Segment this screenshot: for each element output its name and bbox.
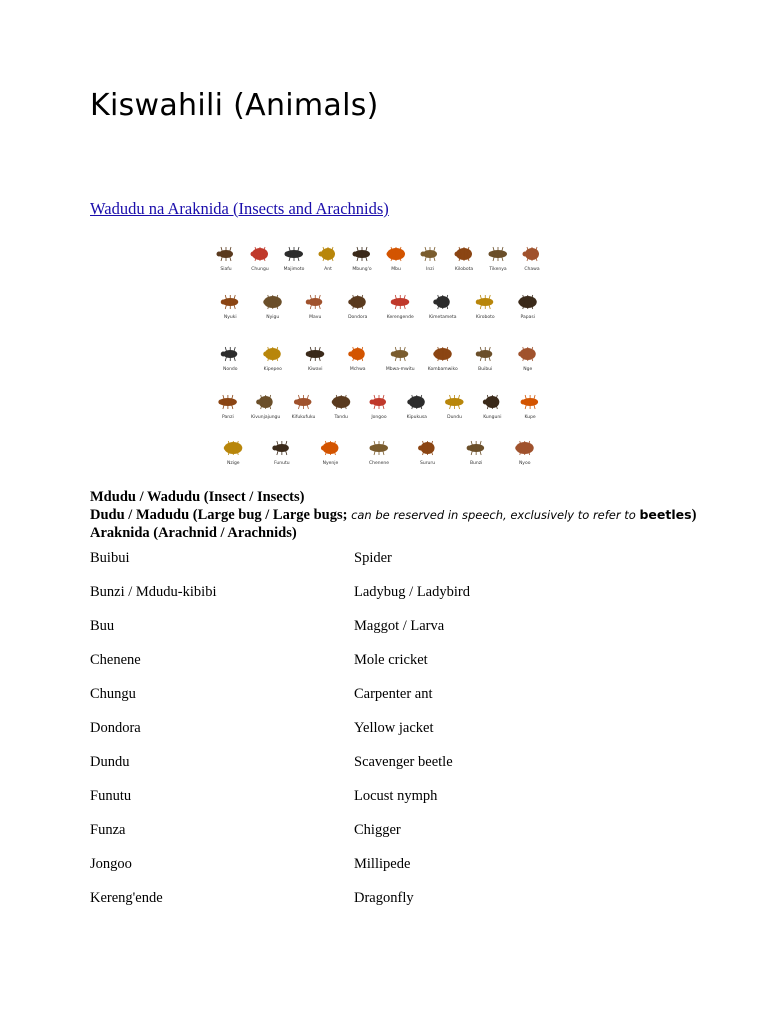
insect-thumbnail bbox=[224, 441, 242, 466]
insect-thumbnail bbox=[476, 347, 493, 372]
insect-thumbnail bbox=[263, 347, 282, 372]
insect-label: Funutu bbox=[274, 461, 290, 466]
insect-label: Chenene bbox=[368, 461, 390, 466]
insect-thumbnail bbox=[306, 295, 323, 320]
insect-thumbnail bbox=[263, 295, 282, 320]
table-row bbox=[90, 550, 690, 584]
definition-large-bug-note: can be reserved in speech, exclusively to refer to bbox=[351, 508, 640, 522]
insect-label: Nzige bbox=[226, 461, 240, 466]
insect-thumbnail bbox=[348, 347, 366, 372]
definition-large-bug bbox=[90, 506, 696, 524]
insect-thumbnail bbox=[467, 441, 485, 466]
insect-label: Mavu bbox=[309, 315, 322, 320]
insect-label: Majimoto bbox=[283, 267, 305, 272]
insect-thumbnail bbox=[428, 347, 458, 372]
english-term: Mole cricket bbox=[354, 652, 428, 668]
insect-thumbnail bbox=[483, 395, 502, 420]
definition-large-bug-end: ) bbox=[691, 507, 697, 523]
insect-thumbnail bbox=[476, 295, 495, 320]
insect-thumbnail bbox=[386, 347, 415, 372]
table-row bbox=[90, 822, 690, 856]
insect-thumbnail bbox=[306, 347, 325, 372]
insect-label: Tandu bbox=[334, 415, 348, 420]
insect-label: Nyigu bbox=[266, 315, 280, 320]
table-row bbox=[90, 652, 690, 686]
insect-label: Kipepeo bbox=[263, 367, 282, 372]
insect-thumbnail bbox=[515, 441, 534, 466]
insect-thumbnail bbox=[272, 441, 289, 466]
swahili-term: Dundu bbox=[90, 754, 130, 770]
swahili-term: Kereng'ende bbox=[90, 890, 163, 906]
insect-label: Kerengende bbox=[386, 315, 414, 320]
swahili-term: Jongoo bbox=[90, 856, 132, 872]
insect-thumbnail bbox=[217, 247, 234, 272]
insect-thumbnail bbox=[251, 395, 280, 420]
definition-large-bug-beetles: beetles bbox=[639, 507, 692, 522]
table-row bbox=[90, 686, 690, 720]
insect-label: Dondora bbox=[348, 315, 368, 320]
insect-label: Kivunjajungu bbox=[251, 415, 281, 420]
insect-label: Kiwavi bbox=[307, 367, 323, 372]
insect-thumbnail bbox=[445, 395, 464, 420]
definition-insect: Mdudu / Wadudu (Insect / Insects) bbox=[90, 489, 305, 505]
insect-label: Papasi bbox=[520, 315, 535, 320]
swahili-term: Buu bbox=[90, 618, 115, 634]
english-term: Millipede bbox=[354, 856, 411, 872]
swahili-term: Chungu bbox=[90, 686, 136, 702]
table-row bbox=[90, 788, 690, 822]
insects-collage-image bbox=[197, 236, 561, 474]
insect-label: Nondo bbox=[222, 367, 238, 372]
insect-label: Bunzi bbox=[469, 461, 483, 466]
insect-label: Nyuki bbox=[223, 315, 237, 320]
insect-thumbnail bbox=[521, 395, 539, 420]
insect-thumbnail bbox=[332, 395, 351, 420]
insects-collage-svg bbox=[197, 236, 561, 474]
insect-thumbnail bbox=[387, 247, 406, 272]
english-term: Carpenter ant bbox=[354, 686, 433, 702]
english-term: Locust nymph bbox=[354, 788, 438, 804]
insect-label: Nge bbox=[523, 367, 533, 372]
insect-thumbnail bbox=[348, 295, 368, 320]
definition-large-bug-start: Dudu / Madudu (Large bug / Large bugs; bbox=[90, 507, 352, 523]
insect-label: Mchwa bbox=[349, 367, 366, 372]
insect-thumbnail bbox=[319, 247, 336, 272]
insect-label: Mbwa-mwitu bbox=[385, 367, 415, 372]
table-row bbox=[90, 754, 690, 788]
swahili-term: Chenene bbox=[90, 652, 141, 668]
insect-label: Nyenje bbox=[322, 461, 339, 466]
insect-thumbnail bbox=[221, 347, 238, 372]
insect-thumbnail bbox=[352, 247, 372, 272]
insect-thumbnail bbox=[321, 441, 339, 466]
swahili-term: Bunzi / Mdudu-kibibi bbox=[90, 584, 217, 600]
insect-label: Kipukusa bbox=[406, 415, 427, 420]
insect-label: Siafu bbox=[220, 267, 232, 272]
swahili-term: Dondora bbox=[90, 720, 141, 736]
insect-thumbnail bbox=[218, 395, 237, 420]
insect-label: Nyoo bbox=[518, 461, 531, 466]
section-link-insects-arachnids[interactable]: Wadudu na Araknida (Insects and Arachnids) bbox=[90, 199, 389, 218]
vocabulary-table bbox=[90, 550, 690, 924]
insect-label: Kifukufuku bbox=[291, 415, 316, 420]
insect-label: Dundu bbox=[447, 415, 463, 420]
insect-thumbnail bbox=[421, 247, 438, 272]
insect-thumbnail bbox=[370, 395, 387, 420]
insect-label: Ant bbox=[324, 267, 332, 272]
insect-thumbnail bbox=[455, 247, 474, 272]
definition-arachnid: Araknida (Arachnid / Arachnids) bbox=[90, 525, 297, 541]
insect-label: Kilobota bbox=[454, 267, 474, 272]
table-row bbox=[90, 720, 690, 754]
insect-label: Chungu bbox=[251, 267, 269, 272]
insect-thumbnail bbox=[292, 395, 316, 420]
insect-label: Jongoo bbox=[371, 415, 387, 420]
page-title: Kiswahili (Animals) bbox=[90, 88, 379, 123]
insect-label: Inzi bbox=[426, 267, 434, 272]
insect-thumbnail bbox=[518, 347, 536, 372]
insect-label: Sururu bbox=[420, 461, 436, 466]
insect-thumbnail bbox=[429, 295, 457, 320]
table-row bbox=[90, 618, 690, 652]
english-term: Spider bbox=[354, 550, 392, 566]
swahili-term: Buibui bbox=[90, 550, 130, 566]
insect-thumbnail bbox=[488, 247, 507, 272]
insect-thumbnail bbox=[221, 295, 239, 320]
english-term: Chigger bbox=[354, 822, 401, 838]
english-term: Yellow jacket bbox=[354, 720, 434, 736]
english-term: Dragonfly bbox=[354, 890, 414, 906]
english-term: Maggot / Larva bbox=[354, 618, 445, 634]
english-term: Ladybug / Ladybird bbox=[354, 584, 470, 600]
insect-label: Buibui bbox=[478, 367, 493, 372]
insect-thumbnail bbox=[518, 295, 537, 320]
table-row bbox=[90, 856, 690, 890]
insect-thumbnail bbox=[284, 247, 305, 272]
insect-thumbnail bbox=[418, 441, 435, 466]
table-row bbox=[90, 584, 690, 618]
insect-label: Chawa bbox=[524, 267, 540, 272]
insect-label: Kimetameta bbox=[428, 315, 457, 320]
insect-label: Panzi bbox=[222, 415, 234, 420]
insect-label: Kunguni bbox=[483, 415, 502, 420]
insect-thumbnail bbox=[387, 295, 414, 320]
insect-label: Kombamwiko bbox=[427, 367, 458, 372]
insect-thumbnail bbox=[523, 247, 540, 272]
insect-thumbnail bbox=[407, 395, 428, 420]
insect-label: Mbu bbox=[391, 267, 401, 272]
insect-label: Kiroboto bbox=[475, 315, 495, 320]
swahili-term: Funutu bbox=[90, 788, 132, 804]
insect-thumbnail bbox=[369, 441, 389, 466]
table-row bbox=[90, 890, 690, 924]
insect-thumbnail bbox=[251, 247, 269, 272]
insect-label: Tikenya bbox=[489, 267, 507, 272]
english-term: Scavenger beetle bbox=[354, 754, 453, 770]
swahili-term: Funza bbox=[90, 822, 126, 838]
insect-label: Kupe bbox=[524, 415, 536, 420]
insect-label: Mbung'o bbox=[352, 267, 372, 272]
